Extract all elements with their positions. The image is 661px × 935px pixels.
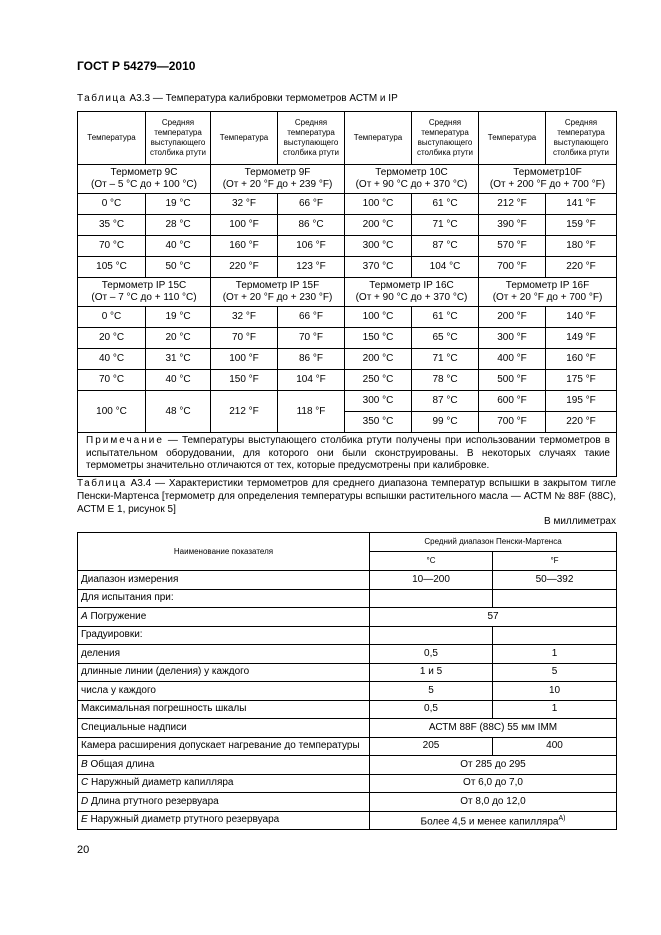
table-cell: 32 °F: [211, 307, 278, 328]
table-cell: 57: [370, 608, 617, 627]
table-cell: 150 °F: [211, 370, 278, 391]
note-label: Примечание: [86, 435, 164, 447]
thermometer-range: (От + 20 °F до + 239 °F): [222, 179, 333, 190]
table-row: [78, 719, 617, 738]
table1-caption-word: Таблица: [77, 93, 127, 104]
header-celsius: °С: [370, 552, 493, 571]
footnote-mark: А): [558, 814, 566, 822]
thermometer-name: Термометр IP 16С: [369, 280, 454, 291]
table-cell: 212 °F: [479, 194, 546, 215]
table-cell: [493, 626, 617, 645]
table-cell: 5: [493, 663, 617, 682]
calibration-table: [77, 111, 617, 477]
thermometer-group-cell: [345, 278, 479, 307]
table-cell: 20 °С: [146, 328, 211, 349]
table-cell: 195 °F: [546, 391, 617, 412]
row-label: [78, 811, 370, 830]
table-cell: 32 °F: [211, 194, 278, 215]
thermometer-group-cell: [345, 165, 479, 194]
header-fahrenheit: °F: [493, 552, 617, 571]
table-row: [78, 682, 617, 701]
table-cell: 100 °С: [345, 194, 412, 215]
table1-caption: [77, 92, 398, 105]
cell-text: Более 4,5 и менее капилляра: [420, 815, 559, 827]
table-cell: 87 °С: [412, 391, 479, 412]
row-label: Максимальная погрешность шкалы: [78, 700, 370, 719]
table-cell: 400 °F: [479, 349, 546, 370]
table-cell: 70 °С: [78, 236, 146, 257]
table-row: [78, 307, 617, 328]
table-row: [78, 608, 617, 627]
table-row: [78, 774, 617, 793]
table-cell: [493, 589, 617, 608]
table-cell: 200 °С: [345, 215, 412, 236]
table-cell: 220 °F: [546, 412, 617, 433]
table-cell: 71 °С: [412, 349, 479, 370]
table-cell: 0 °С: [78, 307, 146, 328]
row-label-text: Погружение: [87, 610, 147, 622]
table-cell: 70 °F: [211, 328, 278, 349]
table-cell: [370, 811, 617, 830]
table-row: [78, 737, 617, 756]
table-cell: 10: [493, 682, 617, 701]
table-cell: 100 °С: [345, 307, 412, 328]
table-cell: 1: [493, 700, 617, 719]
table-row: [78, 700, 617, 719]
table-row: [78, 811, 617, 830]
thermometer-range: (От – 7 °С до + 110 °С): [91, 292, 197, 303]
header-cell: Средняя температура выступающего столбика ртути: [146, 112, 211, 165]
table-cell: 50—392: [493, 571, 617, 590]
row-label-text: Наружный диаметр капилляра: [88, 777, 234, 789]
thermometer-range: (От + 200 °F до + 700 °F): [489, 179, 606, 190]
thermometer-name: Термометр 10С: [375, 167, 448, 178]
table-cell: 66 °F: [278, 307, 345, 328]
thermometer-group-cell: [211, 278, 345, 307]
table2-caption-text: А3.4 — Характеристики термометров для среднего диапазона температур вспышки в закрытом тигле Пенски-Мартенса [термометр для определения температуры вспышки растительного масла — АСТМ № 88F (88С), АСТМ Е 1, рисунок 5]: [77, 478, 616, 515]
table-cell: 35 °С: [78, 215, 146, 236]
table-cell: 220 °F: [546, 257, 617, 278]
table-row: [78, 645, 617, 664]
table-cell: 100 °F: [211, 349, 278, 370]
table-cell: 350 °С: [345, 412, 412, 433]
table-cell: 150 °С: [345, 328, 412, 349]
row-label: Диапазон измерения: [78, 571, 370, 590]
table-cell: 200 °F: [479, 307, 546, 328]
table-cell: 31 °С: [146, 349, 211, 370]
row-label-text: Длина ртутного резервуара: [88, 795, 219, 807]
table-row: [78, 391, 617, 412]
row-label: [78, 608, 370, 627]
table-cell: 61 °С: [412, 307, 479, 328]
table-cell: 19 °С: [146, 194, 211, 215]
thermometer-group-cell: [479, 278, 617, 307]
table-cell: 250 °С: [345, 370, 412, 391]
table-row: [78, 663, 617, 682]
table-row: [78, 756, 617, 775]
table-cell: 70 °С: [78, 370, 146, 391]
row-label-text: Наружный диаметр ртутного резервуара: [87, 814, 280, 826]
table-cell: 212 °F: [211, 391, 278, 433]
table-cell: 28 °С: [146, 215, 211, 236]
row-letter: D: [81, 795, 89, 807]
table-cell: 105 °С: [78, 257, 146, 278]
row-label: деления: [78, 645, 370, 664]
thermometer-name: Термометр IP 15С: [101, 280, 187, 291]
table-cell: От 285 до 295: [370, 756, 617, 775]
thermometer-group-cell: [479, 165, 617, 194]
header-cell: Температура: [211, 112, 278, 165]
thermometer-range: (От + 90 °С до + 370 °С): [355, 292, 468, 303]
page-number: 20: [77, 844, 90, 856]
header-range: Средний диапазон Пенски-Мартенса: [370, 533, 617, 552]
table-cell: 19 °С: [146, 307, 211, 328]
row-label: Камера расширения допускает нагревание до температуры: [78, 737, 370, 756]
table2-caption: [77, 477, 616, 516]
table1-caption-text: А3.3 — Температура калибровки термометров АСТМ и IP: [126, 93, 398, 104]
table-row: [78, 626, 617, 645]
table-cell: 86 °С: [278, 215, 345, 236]
header-cell: Температура: [479, 112, 546, 165]
table-cell: 700 °F: [479, 412, 546, 433]
table-cell: 50 °С: [146, 257, 211, 278]
row-label-text: Общая длина: [87, 758, 155, 770]
row-label: Градуировки:: [78, 626, 370, 645]
thermometer-name: Термометр10F: [513, 167, 582, 178]
header-cell: Средняя температура выступающего столбика ртути: [278, 112, 345, 165]
table-row: [78, 328, 617, 349]
table-cell: 66 °F: [278, 194, 345, 215]
header-cell: Температура: [345, 112, 412, 165]
table-cell: 78 °С: [412, 370, 479, 391]
table1-note: [78, 433, 617, 477]
table-row: [78, 194, 617, 215]
table-cell: 61 °С: [412, 194, 479, 215]
table-row: [78, 215, 617, 236]
table-cell: 180 °F: [546, 236, 617, 257]
table-cell: 160 °F: [546, 349, 617, 370]
table-row: [78, 370, 617, 391]
thermometer-range: (От – 5 °С до + 100 °С): [91, 179, 197, 190]
thermometer-group-cell: [78, 165, 211, 194]
table-cell: 400: [493, 737, 617, 756]
row-letter: С: [81, 777, 89, 789]
table-cell: 104 °F: [278, 370, 345, 391]
table-cell: 600 °F: [479, 391, 546, 412]
table-cell: [370, 589, 493, 608]
table-row: [78, 589, 617, 608]
table-cell: 87 °С: [412, 236, 479, 257]
table-cell: 40 °С: [78, 349, 146, 370]
table-cell: [370, 626, 493, 645]
thermometer-group-row: [78, 278, 617, 307]
header-cell: Температура: [78, 112, 146, 165]
table-cell: 700 °F: [479, 257, 546, 278]
table-row: [78, 571, 617, 590]
table-cell: 0,5: [370, 645, 493, 664]
table-row: [78, 236, 617, 257]
row-label: [78, 774, 370, 793]
table-cell: 48 °С: [146, 391, 211, 433]
table-cell: 205: [370, 737, 493, 756]
table-cell: 300 °С: [345, 236, 412, 257]
table-cell: 300 °F: [479, 328, 546, 349]
table-cell: 141 °F: [546, 194, 617, 215]
table-cell: 104 °С: [412, 257, 479, 278]
table-cell: От 8,0 до 12,0: [370, 793, 617, 812]
table-cell: 0,5: [370, 700, 493, 719]
table-cell: 40 °С: [146, 236, 211, 257]
table-cell: 86 °F: [278, 349, 345, 370]
characteristics-table: [77, 532, 617, 830]
table-cell: 390 °F: [479, 215, 546, 236]
thermometer-range: (От + 20 °F до + 700 °F): [492, 292, 603, 303]
table-cell: 1 и 5: [370, 663, 493, 682]
row-letter: В: [81, 758, 88, 770]
row-label: [78, 793, 370, 812]
thermometer-name: Термометр IP 15F: [235, 280, 320, 291]
header-cell: Средняя температура выступающего столбика ртути: [412, 112, 479, 165]
thermometer-range: (От + 20 °F до + 230 °F): [222, 292, 333, 303]
table-cell: 118 °F: [278, 391, 345, 433]
table-cell: 300 °С: [345, 391, 412, 412]
table-cell: 220 °F: [211, 257, 278, 278]
thermometer-group-cell: [211, 165, 345, 194]
row-label: [78, 756, 370, 775]
table-cell: 370 °С: [345, 257, 412, 278]
row-label: Для испытания при:: [78, 589, 370, 608]
thermometer-name: Термометр 9F: [244, 167, 311, 178]
table-cell: 200 °С: [345, 349, 412, 370]
table-cell: 0 °С: [78, 194, 146, 215]
table-cell: От 6,0 до 7,0: [370, 774, 617, 793]
table-cell: 123 °F: [278, 257, 345, 278]
note-text: — Температуры выступающего столбика ртути получены при использовании термометров в испытательном оборудовании, для которого они были сконструированы. В некоторых случаях такие термометры значительно отличаются от тех, которые предусмотрены при калибровке.: [86, 435, 610, 472]
thermometer-range: (От + 90 °С до + 370 °С): [355, 179, 468, 190]
table-row: [78, 257, 617, 278]
table-cell: 175 °F: [546, 370, 617, 391]
table-cell: 500 °F: [479, 370, 546, 391]
header-cell: Средняя температура выступающего столбика ртути: [546, 112, 617, 165]
table-cell: 100 °F: [211, 215, 278, 236]
thermometer-name: Термометр 9С: [110, 167, 178, 178]
table-cell: 100 °С: [78, 391, 146, 433]
table-cell: АСТМ 88F (88С) 55 мм IMM: [370, 719, 617, 738]
row-letter: А: [81, 610, 88, 622]
units-label: В миллиметрах: [544, 516, 616, 527]
header-parameter: Наименование показателя: [78, 533, 370, 571]
table-cell: 149 °F: [546, 328, 617, 349]
table-cell: 106 °F: [278, 236, 345, 257]
document-title: ГОСТ Р 54279—2010: [77, 59, 196, 73]
table-cell: 40 °С: [146, 370, 211, 391]
table-cell: 70 °F: [278, 328, 345, 349]
table-cell: 99 °С: [412, 412, 479, 433]
table-row: [78, 349, 617, 370]
table2-header-row: [78, 533, 617, 552]
table-cell: 65 °С: [412, 328, 479, 349]
table-row: [78, 793, 617, 812]
table-cell: 10—200: [370, 571, 493, 590]
thermometer-group-cell: [78, 278, 211, 307]
table-cell: 71 °С: [412, 215, 479, 236]
row-letter: Е: [81, 814, 88, 826]
row-label: числа у каждого: [78, 682, 370, 701]
table1-note-row: [78, 433, 617, 477]
table-cell: 160 °F: [211, 236, 278, 257]
table-cell: 159 °F: [546, 215, 617, 236]
table-cell: 5: [370, 682, 493, 701]
thermometer-name: Термометр IP 16F: [505, 280, 590, 291]
row-label: длинные линии (деления) у каждого: [78, 663, 370, 682]
table-cell: 140 °F: [546, 307, 617, 328]
table-cell: 570 °F: [479, 236, 546, 257]
thermometer-group-row: [78, 165, 617, 194]
table-cell: 1: [493, 645, 617, 664]
row-label: Специальные надписи: [78, 719, 370, 738]
table1-header-row: [78, 112, 617, 165]
table-cell: 20 °С: [78, 328, 146, 349]
table2-caption-word: Таблица: [77, 478, 127, 489]
